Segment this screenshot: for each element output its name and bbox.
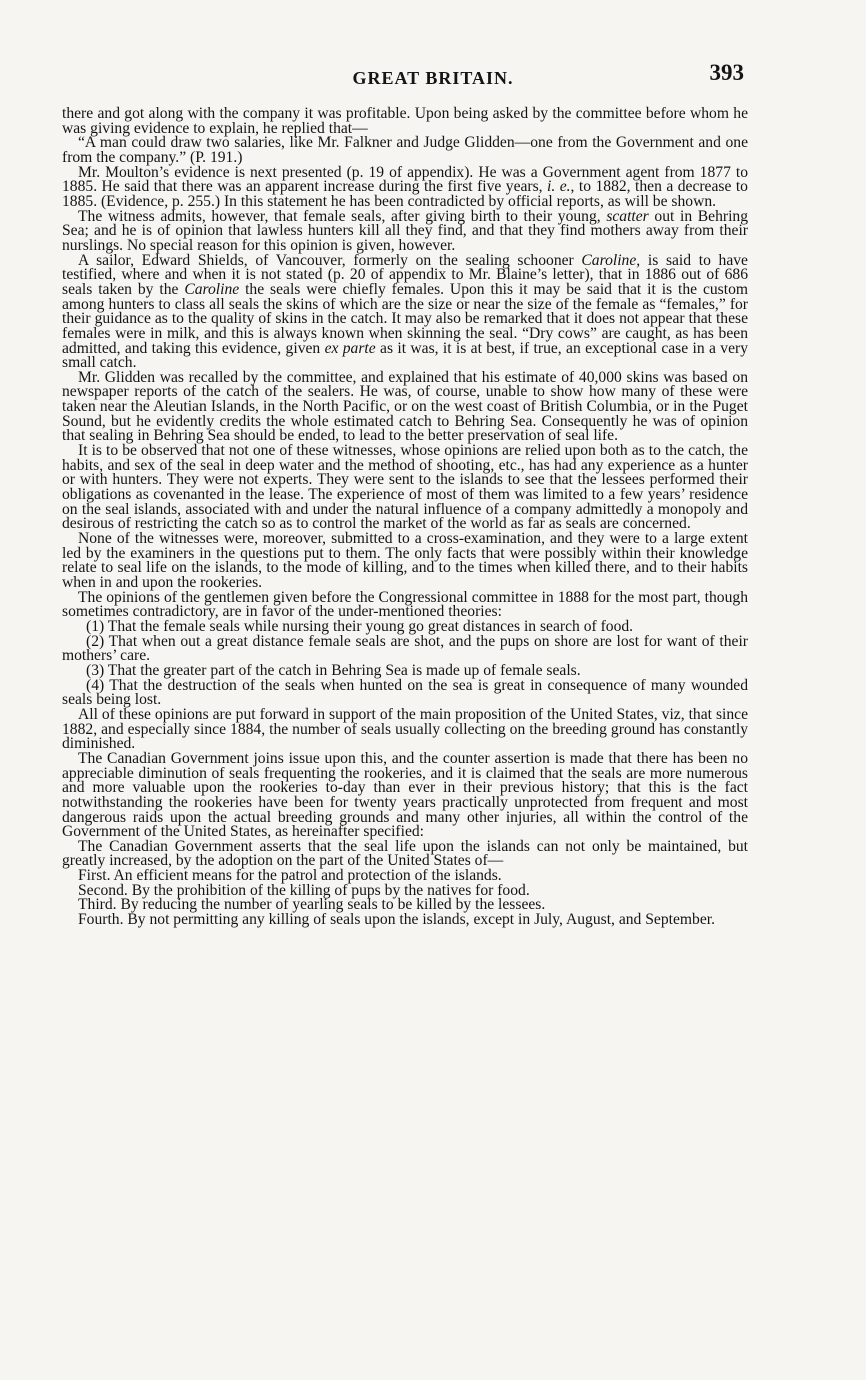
- list-item: (4) That the destruction of the seals when hunted on the sea is great in consequence of many wounded seals being lost.: [62, 676, 748, 709]
- list-item: First. An efficient means for the patrol and protection of the islands.: [78, 867, 502, 885]
- list-item: Fourth. By not permitting any killing of seals upon the islands, except in July, August, and September.: [78, 911, 715, 929]
- quotation: “A man could draw two salaries, like Mr. Falkner and Judge Glidden—one from the Government and one from the company.” (P. 191.): [62, 134, 748, 166]
- paragraph: A sailor, Edward Shields, of Vancouver, formerly on the sealing schooner Caroline, is said to have testified, where and when it is not stated (p. 20 of appendix to Mr. Blaine’s letter), that in 1886 out of 686 seals taken by the Caroline the seals were chiefly females. Upon this it may be said that it is the custom among hunters to class all seals the skins of which are the size or near the size of the female as “females,” for their guidance as to the quality of skins in the catch. It may also be remarked that it does not appear that these females were in milk, and this is always known when skinning the seal. “Dry cows” are caught, as has been admitted, and taking this evidence, given ex parte as it was, it is at best, if true, an exceptional case in a very small catch.: [62, 251, 748, 372]
- running-head: GREAT BRITAIN.: [352, 68, 514, 88]
- paragraph: All of these opinions are put forward in support of the main proposition of the United States, viz, that since 1882, and especially since 1884, the number of seals usually collecting on the breeding ground has constantly diminished.: [62, 705, 748, 753]
- page-header: [0, 60, 866, 96]
- body-text: [62, 107, 748, 928]
- paragraph: Mr. Glidden was recalled by the committee, and explained that his estimate of 40,000 skins was based on newspaper reports of the catch of the sealers. He was, of course, unable to show how many of these were taken near the Aleutian Islands, in the North Pacific, or on the west coast of British Columbia, or in the Puget Sound, but he evidently credits the whole estimated catch to Behring Sea. Consequently he was of opinion that sealing in Behring Sea should be ended, to lead to the better preservation of seal life.: [62, 368, 748, 445]
- list-item: Third. By reducing the number of yearling seals to be killed by the lessees.: [78, 896, 546, 914]
- paragraph: The witness admits, however, that female seals, after giving birth to their young, scatter out in Behring Sea; and he is of opinion that lawless hunters kill all they find, and that they find mothers away from their nurslings. No special reason for this opinion is given, however.: [62, 207, 748, 254]
- paragraph: Mr. Moulton’s evidence is next presented (p. 19 of appendix). He was a Government agent from 1877 to 1885. He said that there was an apparent increase during the first five years, i. e., to 1882, then a decrease to 1885. (Evidence, p. 255.) In this statement he has been contradicted by official reports, as will be shown.: [62, 163, 748, 210]
- list-item: (3) That the greater part of the catch in Behring Sea is made up of female seals.: [86, 661, 581, 679]
- page-number: 393: [709, 60, 744, 85]
- paragraph: The Canadian Government joins issue upon this, and the counter assertion is made that there has been no appreciable diminution of seals frequenting the rookeries, and it is claimed that the seals are more numerous and more valuable upon the rookeries to-day than ever in their previous history; that this is the fact notwithstanding the rookeries have been for twenty years practically unprotected from frequent and most dangerous raids upon the actual breeding grounds and many other injuries, all within the control of the Government of the United States, as hereinafter specified:: [62, 749, 748, 841]
- list-item: Second. By the prohibition of the killing of pups by the natives for food.: [78, 881, 530, 899]
- list-item: (1) That the female seals while nursing their young go great distances in search of food.: [86, 617, 634, 635]
- paragraph: It is to be observed that not one of these witnesses, whose opinions are relied upon both as to the catch, the habits, and sex of the seal in deep water and the method of shooting, etc., has had any experience as a hunter or with hunters. They were not experts. They were sent to the islands to see that the lessees performed their obligations as covenanted in the lease. The experience of most of them was limited to a few years’ residence on the seal islands, associated with and under the natural influence of a company admittedly a monopoly and desirous of restricting the catch so as to control the market of the world as far as seals are concerned.: [62, 442, 748, 533]
- paragraph: The Canadian Government asserts that the seal life upon the islands can not only be maintained, but greatly increased, by the adoption on the part of the United States of—: [62, 837, 748, 870]
- list-item: (2) That when out a great distance female seals are shot, and the pups on shore are lost for want of their mothers’ care.: [62, 632, 748, 665]
- paragraph: The opinions of the gentlemen given before the Congressional committee in 1888 for the most part, though sometimes contradictory, are in favor of the under-mentioned theories:: [62, 588, 748, 621]
- paragraph: there and got along with the company it was profitable. Upon being asked by the committee before whom he was giving evidence to explain, he replied that—: [62, 105, 748, 137]
- paragraph: None of the witnesses were, moreover, submitted to a cross-examination, and they were to a large extent led by the examiners in the questions put to them. The only facts that were possibly within their knowledge relate to seal life on the islands, to the mode of killing, and to the times when killed there, and to their habits when in and upon the rookeries.: [62, 530, 748, 591]
